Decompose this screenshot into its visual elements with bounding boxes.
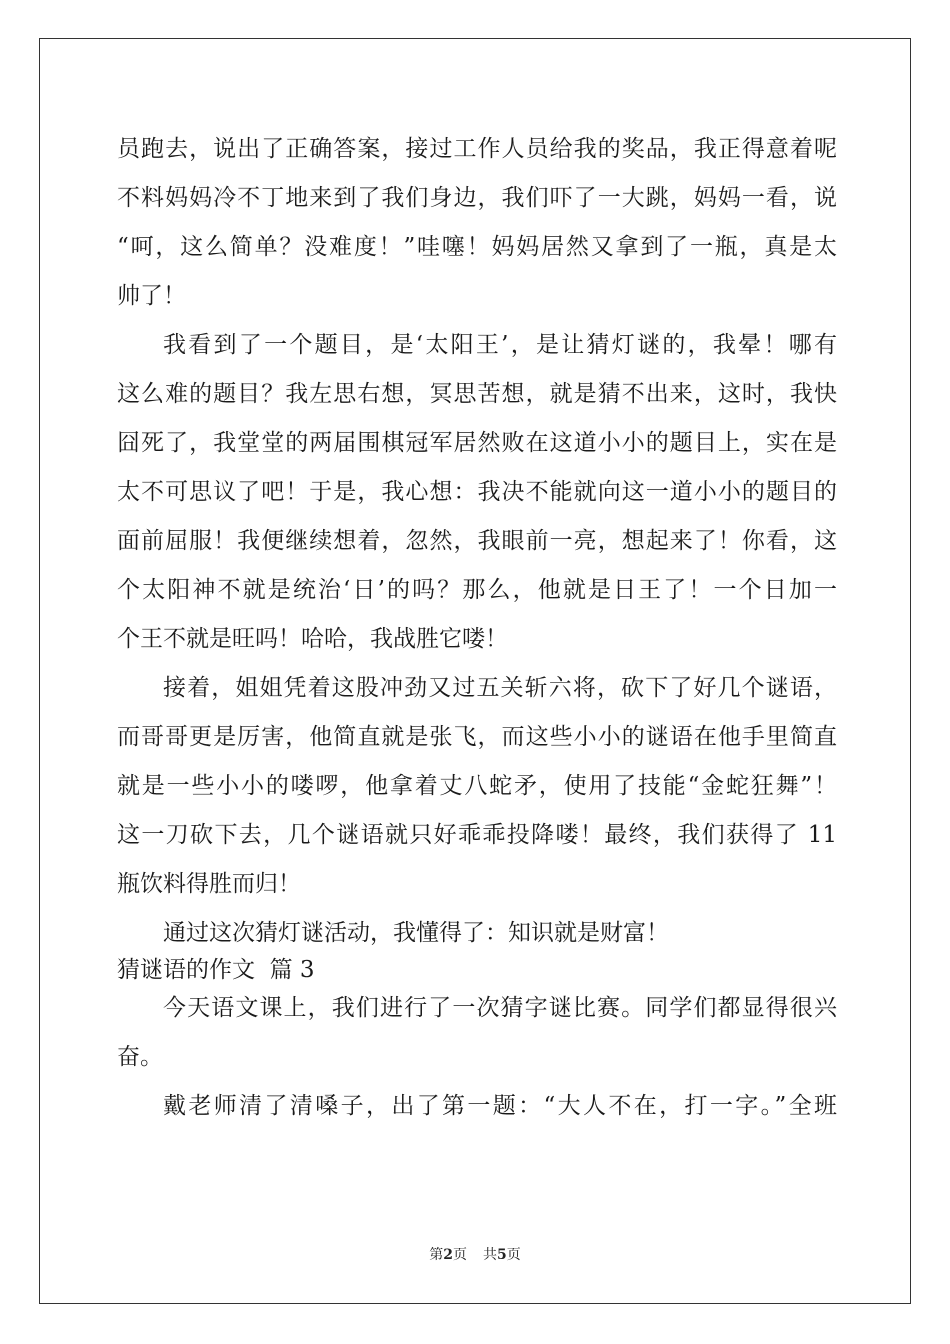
text-line: 奋。 bbox=[117, 1044, 163, 1070]
text-line: 接着，姐姐凭着这股冲劲又过五关斩六将，砍下了好几个谜语， bbox=[163, 675, 837, 701]
text-line: 不料妈妈冷不丁地来到了我们身边，我们吓了一大跳，妈妈一看，说 bbox=[117, 185, 837, 211]
text-line: 就是一些小小的喽啰，他拿着丈八蛇矛，使用了技能“金蛇狂舞”！ bbox=[117, 773, 837, 799]
text-line: 个王不就是旺吗！哈哈，我战胜它喽！ bbox=[117, 626, 508, 652]
page-label-prefix: 第 bbox=[429, 1247, 444, 1263]
text-line: 而哥哥更是厉害，他简直就是张飞，而这些小小的谜语在他手里简直 bbox=[117, 724, 837, 750]
total-page-number: 5 bbox=[497, 1247, 507, 1263]
total-label-suffix: 页 bbox=[506, 1247, 521, 1263]
text-line: 帅了！ bbox=[117, 283, 186, 309]
paragraph-3 bbox=[117, 667, 837, 912]
text-line: 瓶饮料得胜而归！ bbox=[117, 871, 301, 897]
current-page-number: 2 bbox=[443, 1247, 453, 1263]
total-label-prefix: 共 bbox=[483, 1247, 497, 1263]
paragraph-1 bbox=[117, 128, 837, 324]
text-line: 太不可思议了吧！于是，我心想：我决不能就向这一道小小的题目的 bbox=[117, 479, 837, 505]
paragraph-4 bbox=[117, 912, 837, 949]
text-line: 员跑去，说出了正确答案，接过工作人员给我的奖品，我正得意着呢 bbox=[117, 136, 837, 162]
text-line: 个太阳神不就是统治‘日’的吗？那么，他就是日王了！一个日加一 bbox=[117, 577, 837, 603]
section-heading: 猜谜语的作文 篇 3 bbox=[117, 957, 315, 983]
text-line: 我看到了一个题目，是‘太阳王’，是让猜灯谜的，我晕！哪有 bbox=[163, 332, 837, 358]
text-line: 这么难的题目？我左思右想，冥思苦想，就是猜不出来，这时，我快 bbox=[117, 381, 837, 407]
text-line: 通过这次猜灯谜活动，我懂得了：知识就是财富！ bbox=[163, 920, 669, 946]
page-label-suffix: 页 bbox=[453, 1247, 467, 1263]
text-line: 这一刀砍下去，几个谜语就只好乖乖投降喽！最终，我们获得了 11 bbox=[117, 822, 837, 848]
text-line: “呵，这么简单？没难度！”哇噻！妈妈居然又拿到了一瓶，真是太 bbox=[117, 234, 837, 260]
document-body bbox=[117, 128, 837, 1134]
text-line: 戴老师清了清嗓子，出了第一题：“大人不在，打一字。”全班 bbox=[163, 1093, 837, 1119]
text-line: 面前屈服！我便继续想着，忽然，我眼前一亮，想起来了！你看，这 bbox=[117, 528, 837, 554]
text-line: 囧死了，我堂堂的两届围棋冠军居然败在这道小小的题目上，实在是 bbox=[117, 430, 837, 456]
paragraph-2 bbox=[117, 324, 837, 667]
text-line: 今天语文课上，我们进行了一次猜字谜比赛。同学们都显得很兴 bbox=[163, 995, 837, 1021]
paragraph-5 bbox=[117, 987, 837, 1085]
paragraph-6 bbox=[117, 1085, 837, 1134]
page-footer bbox=[0, 1244, 950, 1264]
